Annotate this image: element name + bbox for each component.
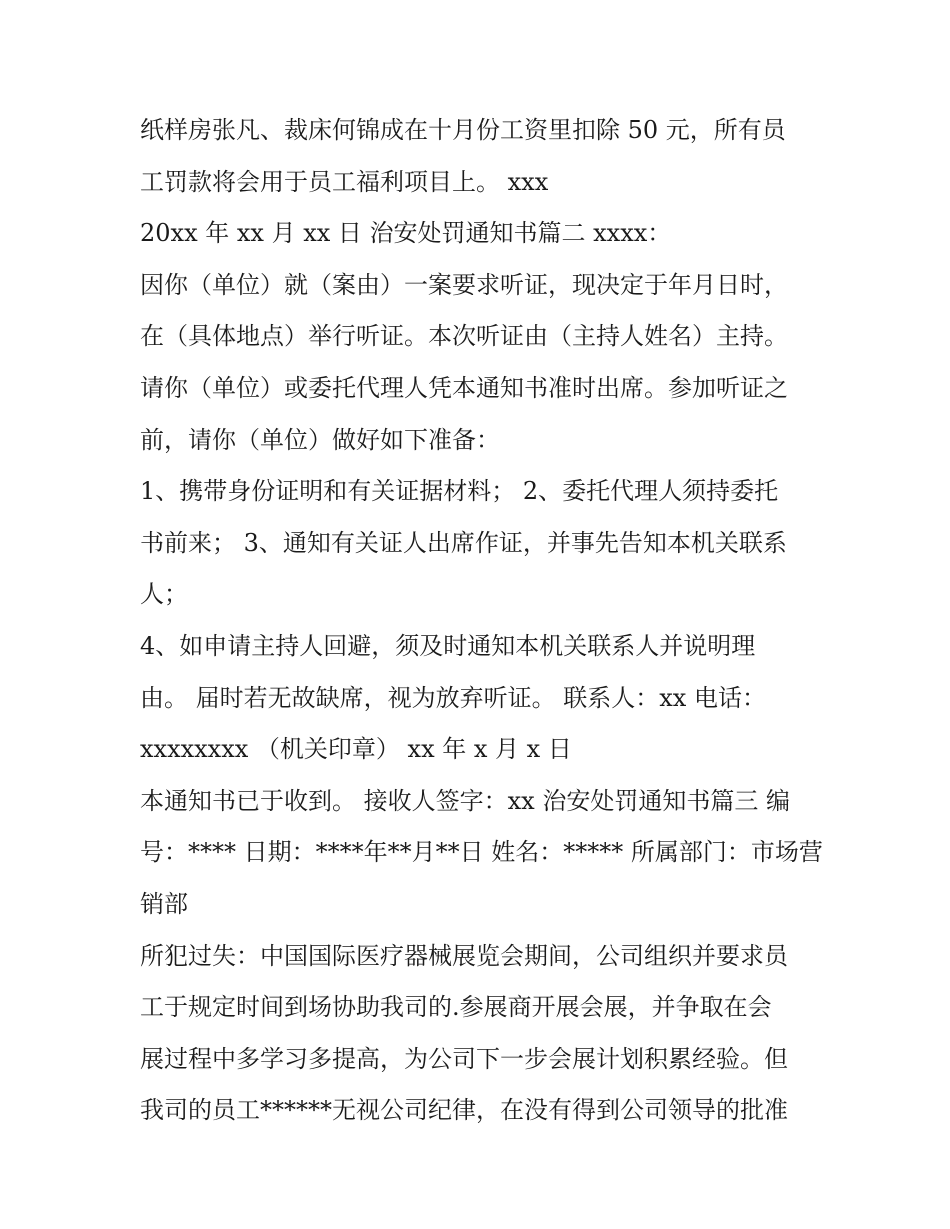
text-line: 所犯过失：中国国际医疗器械展览会期间，公司组织并要求员	[140, 941, 788, 970]
text-line: 因你（单位）就（案由）一案要求听证，现决定于年月日时，	[140, 270, 788, 299]
text-line: 工罚款将会用于员工福利项目上。 xxx	[140, 167, 549, 196]
text-line: 1、携带身份证明和有关证据材料； 2、委托代理人须持委托	[140, 477, 779, 506]
text-line: 号：**** 日期：****年**月**日 姓名：***** 所属部门：市场营	[140, 838, 823, 867]
text-line: 我司的员工******无视公司纪律，在没有得到公司领导的批准	[140, 1096, 788, 1125]
text-line: 工于规定时间到场协助我司的.参展商开展会展，并争取在会	[140, 993, 772, 1022]
text-line: 纸样房张凡、裁床何锦成在十月份工资里扣除 50 元，所有员	[140, 116, 786, 144]
text-line: 20xx 年 xx 月 xx 日 治安处罚通知书篇二 xxxx：	[140, 219, 672, 248]
text-line: 在（具体地点）举行听证。本次听证由（主持人姓名）主持。	[140, 322, 788, 351]
text-line: 由。 届时若无故缺席，视为放弃听证。 联系人：xx 电话：	[140, 683, 766, 712]
text-line: 前，请你（单位）做好如下准备：	[140, 425, 500, 454]
document-body	[140, 105, 823, 1137]
text-line: 人；	[140, 580, 188, 609]
text-line: 4、如申请主持人回避，须及时通知本机关联系人并说明理	[140, 631, 756, 660]
text-line: 请你（单位）或委托代理人凭本通知书准时出席。参加听证之	[140, 373, 788, 402]
text-line: 书前来； 3、通知有关证人出席作证，并事先告知本机关联系	[140, 528, 787, 557]
text-line: 展过程中多学习多提高，为公司下一步会展计划积累经验。但	[140, 1044, 788, 1073]
text-line: 本通知书已于收到。 接收人签字：xx 治安处罚通知书篇三 编	[140, 786, 790, 815]
text-line: 销部	[140, 889, 188, 918]
text-line: xxxxxxxx （机关印章） xx 年 x 月 x 日	[140, 735, 572, 764]
